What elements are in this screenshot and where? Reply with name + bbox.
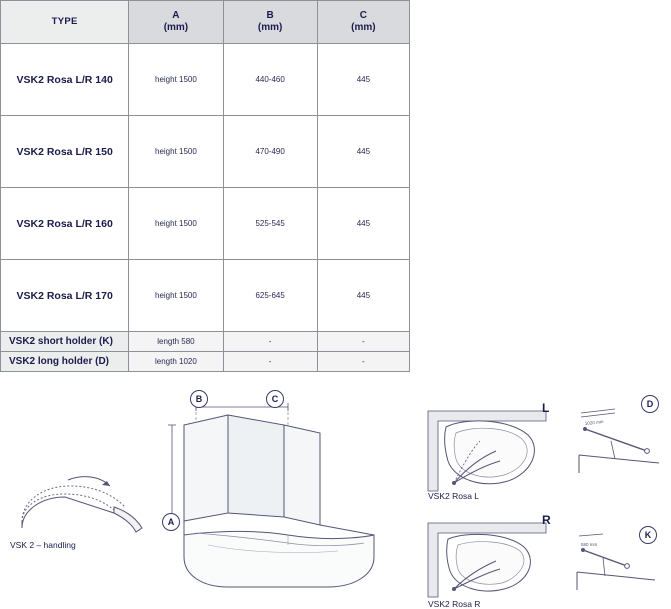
cell-a: length 1020 xyxy=(129,352,223,372)
column-header-a xyxy=(129,1,223,44)
main-bathtub-screen-drawing xyxy=(168,385,408,600)
dimension-bubble-a: A xyxy=(162,513,180,531)
long-holder-illustration xyxy=(575,403,667,483)
cell-type: VSK2 Rosa L/R 150 xyxy=(1,116,129,188)
technical-drawings xyxy=(0,375,671,609)
cell-type: VSK2 Rosa L/R 160 xyxy=(1,188,129,260)
bathtub-screen-illustration xyxy=(168,385,408,600)
right-variant-illustration xyxy=(424,517,559,607)
column-header-b xyxy=(223,1,317,44)
cell-a: height 1500 xyxy=(129,116,223,188)
cell-c: 445 xyxy=(317,188,409,260)
cell-a: height 1500 xyxy=(129,188,223,260)
column-header-a-unit: (mm) xyxy=(163,22,189,33)
long-holder-bubble: D xyxy=(641,395,659,413)
left-variant-diagram xyxy=(424,401,559,501)
table-row xyxy=(1,44,410,116)
table-row xyxy=(1,116,410,188)
cell-a: length 580 xyxy=(129,332,223,352)
cell-c: - xyxy=(317,332,409,352)
long-holder-diagram xyxy=(575,399,667,483)
cell-b: - xyxy=(223,352,317,372)
table-row-accessory xyxy=(1,332,410,352)
column-header-type-label: TYPE xyxy=(51,16,78,28)
table-header-row xyxy=(1,1,410,44)
table-row xyxy=(1,260,410,332)
left-variant-letter: L xyxy=(542,401,550,415)
cell-b: - xyxy=(223,332,317,352)
cell-type: VSK2 long holder (D) xyxy=(1,352,129,372)
cell-b: 625-645 xyxy=(223,260,317,332)
table-row xyxy=(1,188,410,260)
column-header-c-unit: (mm) xyxy=(351,22,376,33)
column-header-b-unit: (mm) xyxy=(257,22,283,33)
right-variant-caption: VSK2 Rosa R xyxy=(428,599,481,609)
column-header-a-label: A xyxy=(172,9,180,21)
cell-type: VSK2 Rosa L/R 140 xyxy=(1,44,129,116)
cell-c: 445 xyxy=(317,44,409,116)
table-body xyxy=(1,44,410,372)
cell-b: 470-490 xyxy=(223,116,317,188)
cell-c: 445 xyxy=(317,260,409,332)
handling-diagram xyxy=(8,470,158,550)
column-header-c-label: C xyxy=(359,9,367,21)
table-row-accessory xyxy=(1,352,410,372)
cell-type: VSK2 Rosa L/R 170 xyxy=(1,260,129,332)
right-variant-letter: R xyxy=(542,513,551,527)
cell-a: height 1500 xyxy=(129,260,223,332)
column-header-b-label: B xyxy=(266,9,274,21)
cell-c: 445 xyxy=(317,116,409,188)
specification-table xyxy=(0,0,410,372)
cell-b: 440-460 xyxy=(223,44,317,116)
short-holder-bubble: K xyxy=(639,526,657,544)
dimension-bubble-b: B xyxy=(190,390,208,408)
column-header-type xyxy=(1,1,129,44)
dimension-bubble-c: C xyxy=(266,390,284,408)
svg-text:580 mm: 580 mm xyxy=(581,542,598,547)
handling-illustration xyxy=(8,470,158,550)
right-variant-diagram xyxy=(424,513,559,609)
table-header xyxy=(1,1,410,44)
column-header-c xyxy=(317,1,409,44)
cell-c: - xyxy=(317,352,409,372)
handling-caption: VSK 2 – handling xyxy=(10,540,76,550)
cell-type: VSK2 short holder (K) xyxy=(1,332,129,352)
svg-text:1020 mm: 1020 mm xyxy=(584,419,604,426)
left-variant-illustration xyxy=(424,405,559,495)
left-variant-caption: VSK2 Rosa L xyxy=(428,491,480,501)
cell-b: 525-545 xyxy=(223,188,317,260)
cell-a: height 1500 xyxy=(129,44,223,116)
short-holder-diagram xyxy=(575,520,667,595)
